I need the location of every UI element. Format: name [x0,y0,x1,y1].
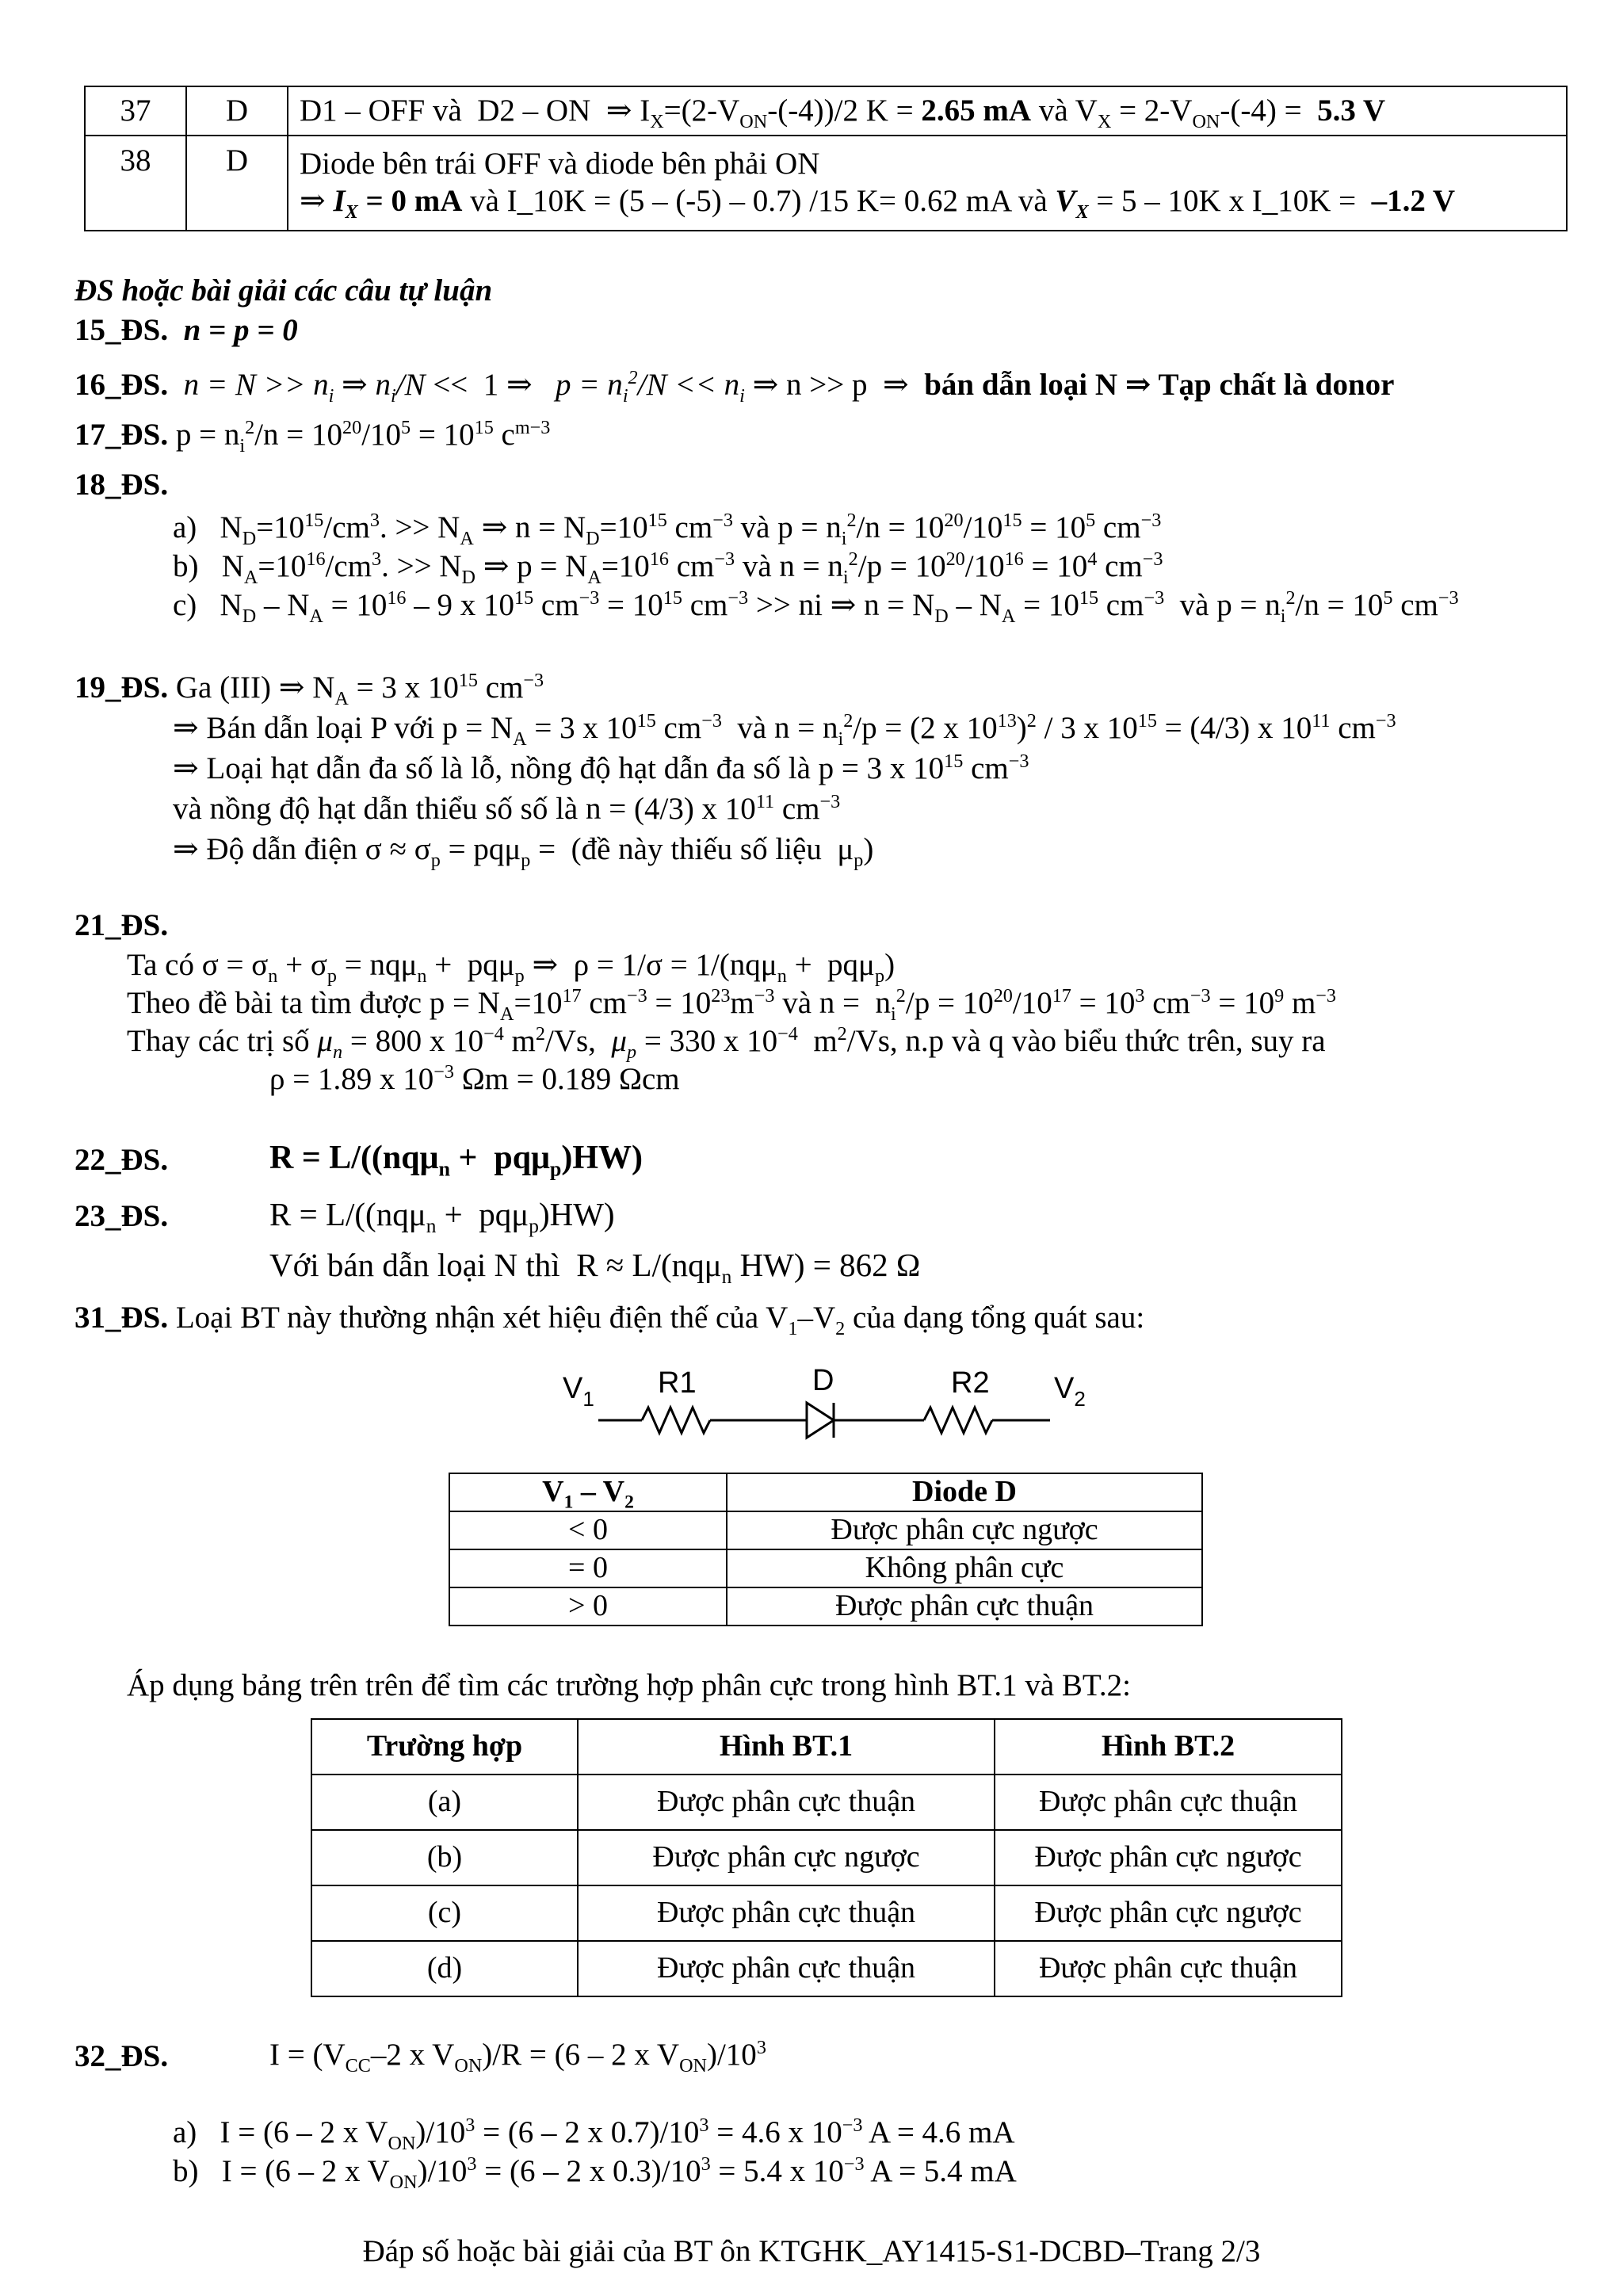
answer-label: 17_ĐS. [74,418,169,452]
table-row [85,136,1567,231]
answer-18 [74,467,168,504]
answer-23-formula: R = L/((nqμ$_n$ + pqμ$_p$)HW) [269,1196,615,1238]
answer-21-line2: Theo đề bài ta tìm được $p = N_A=10^{17}$ $cm^{-3} = 10^{23}m^{-3}$ và $n = n_i^2/p = 10^{20}/10^{17} = 10^3$ $cm^{-3} = 10^9$ $m^{-3}$ [127,985,1337,1025]
answer-label: 31_ĐS. [74,1301,169,1335]
answer-21-line1: Ta có $\sigma = \sigma_n + \sigma_p = nq\mu_n + pq\mu_p$ ⇒ ρ = 1/σ = 1/(nqμ$_n$ + pqμ$_p$) [127,948,896,987]
answer-label: 32_ĐS. [74,2039,169,2073]
diode-table [449,1473,1203,1626]
r1-label: R1 [658,1366,697,1400]
answer-label: 21_ĐS. [74,908,169,942]
table-header-row [311,1719,1342,1775]
resistor-r1-symbol [642,1408,710,1433]
apply-text: Áp dụng bảng trên trên để tìm các trường hợp phân cực trong hình BT.1 và BT.2: [127,1668,1131,1702]
column-header: Hình BT.2 [995,1719,1342,1775]
table-cell: (c) [311,1885,578,1941]
table-cell: Được phân cực thuận [727,1587,1202,1626]
answer-table [84,86,1568,231]
answer-22 [74,1142,168,1179]
answer-32a: a) I = (6 – 2 x $V_{ON})/10^3 = (6 - 2$ x $0.7)/10^3 = 4.6$ x $10^{-3}$ A = 4.6 mA [173,2115,1015,2154]
column-header: $V_1 - V_2$ [449,1473,727,1511]
table-cell: Được phân cực thuận [578,1885,995,1941]
diode-label: D [812,1364,834,1397]
table-cell: < 0 [449,1511,727,1549]
answer-18c: c) $N_D - N_A = 10^{16} - 9$ x $10^{15}$ $cm^{-3} = 10^{15}$ $cm^{-3}$ >> ni ⇒ $n = N_D - N_A = 10^{15}$ $cm^{-3}$ và $p = n_i^2/n = 10^5$ $cm^{-3}$ [173,587,1459,627]
diode-symbol [807,1403,834,1438]
table-row [449,1549,1202,1587]
table-cell: Được phân cực thuận [578,1941,995,1996]
answer-32 [74,2038,168,2076]
answer-19-line4: và nồng độ hạt dẫn thiểu số số là n = (4/3) x $10^{11}$ $cm^{-3}$ [173,791,841,826]
table-row [449,1511,1202,1549]
answer-label: 19_ĐS. [74,670,169,705]
answer-label: 22_ĐS. [74,1143,169,1177]
answer-31-text: Loại BT này thường nhận xét hiệu điện thế của V [175,1301,789,1335]
answer-21 [74,907,168,945]
answer-31: 31_ĐS. Loại BT này thường nhận xét hiệu điện thế của $V_1-V_2$ của dạng tổng quát sau: [74,1301,1145,1339]
table-cell: Được phân cực thuận [578,1775,995,1830]
answer-19: 19_ĐS. Ga (III) ⇒ $N_A = 3$ x $10^{15}$ $cm^{-3}$ [74,670,544,709]
answer-letter: D [186,136,288,231]
table-row [311,1941,1342,1996]
column-header: Diode D [727,1473,1202,1511]
table-cell: (b) [311,1830,578,1885]
table-cell: (a) [311,1775,578,1830]
table-cell: Được phân cực thuận [995,1775,1342,1830]
answer-18a: a) $N_D=10^{15}/cm^3$. >> $N_A$ ⇒ $n = N_D=10^{15}$ $cm^{-3}$ và $p = n_i^2/n = 10^{20}/10^{15} = 10^5$ $cm^{-3}$ [173,510,1162,549]
answer-letter: D [186,86,288,136]
table-row [311,1885,1342,1941]
r2-label: R2 [951,1366,990,1400]
table-cell: (d) [311,1941,578,1996]
question-number: 38 [85,136,186,231]
answer-15: 15_ĐS. n = p = 0 [74,313,298,347]
table-row [449,1587,1202,1626]
column-header: Hình BT.1 [578,1719,995,1775]
answer-21-line4: ρ = 1.89 x $10^{-3}$ Ωm = 0.189 Ωcm [269,1061,680,1096]
answer-label: 18_ĐS. [74,468,169,502]
table-cell: Được phân cực ngược [995,1885,1342,1941]
answer-label: 16_ĐS. [74,368,169,402]
table-row [311,1830,1342,1885]
table-cell: Không phân cực [727,1549,1202,1587]
answer-32b: b) I = (6 – 2 x $V_{ON})/10^3 = (6 - 2$ x $0.3)/10^3 = 5.4$ x $10^{-3}$ A = 5.4 mA [173,2153,1017,2193]
answer-32-formula: $I = (V_{CC}-2$ x $V_{ON})/R = (6 - 2$ x $V_{ON})/10^3$ [269,2037,766,2076]
answer-label: 15_ĐS. [74,313,169,347]
answer-23-result: Với bán dẫn loại N thì R ≈ L/(nqμ$_n$ HW) = 862 Ω [269,1247,921,1289]
circuit-diagram [555,1357,1109,1460]
table-cell: Được phân cực thuận [995,1941,1342,1996]
table-cell: > 0 [449,1587,727,1626]
answer-17: 17_ĐS. $p = n_i^2/n = 10^{20}/10^5 = 10^{15}$ $c^{m-3}$ [74,417,551,457]
table-row [85,86,1567,136]
question-number: 37 [85,86,186,136]
bias-cases-table [311,1718,1342,1997]
answer-19-line2: ⇒ Bán dẫn loại P với $p = N_A = 3$ x $10^{15}$ $cm^{-3}$ và $n = n_i^2/p = (2$ x $10^{13})^2 / 3$ x $10^{15} = (4/3)$ x $10^{11}$ $cm^{-3}$ [173,710,1396,750]
resistor-r2-symbol [924,1408,992,1433]
table-cell: Được phân cực ngược [578,1830,995,1885]
answer-explanation: D1 – OFF và D2 – ON ⇒ $I_X=(2-V_{ON}-(-4))/2$ K = 2.65 mA và $V_X = 2-V_{ON}-(-4) = 5.3$ V [288,86,1567,136]
answer-23 [74,1198,168,1236]
v1-label: $V_1$ [563,1372,594,1411]
answer-22-formula: R = L/((nqμ$_n$ + pqμ$_p$)HW) [269,1140,643,1181]
table-cell: Được phân cực ngược [995,1830,1342,1885]
answer-21-line3: Thay các trị số $\mu_n = 800$ x $10^{-4}$ $m^2/Vs$, $\mu_p = 330$ x $10^{-4}$ $m^2/Vs$, n.p và q vào biểu thức trên, suy ra [127,1023,1326,1063]
table-row [311,1775,1342,1830]
table-cell: Được phân cực ngược [727,1511,1202,1549]
answer-label: 23_ĐS. [74,1199,169,1233]
table-cell: = 0 [449,1549,727,1587]
v2-label: $V_2$ [1054,1372,1086,1411]
page-footer: Đáp số hoặc bài giải của BT ôn KTGHK_AY1415-S1-DCBD–Trang 2/3 [362,2234,1261,2268]
answer-explanation: Diode bên trái OFF và diode bên phải ON ⇒ $I_X = 0$ mA và I_10K = (5 – (-5) – 0.7) /15 K= 0.62 mA và $V_X = 5 - 10K$ x I_10K = –1.2 V [288,136,1567,231]
column-header: Trường hợp [311,1719,578,1775]
answer-16: 16_ĐS. $n = N >> n_i$ ⇒ $n_i/N << 1$ ⇒ $p = n_i^2/N << n_i$ ⇒ n >> p ⇒ bán dẫn loại N ⇒ Tạp chất là donor [74,367,1395,407]
answer-18b: b) $N_A=10^{16}/cm^3$. >> $N_D$ ⇒ $p = N_A=10^{16}$ $cm^{-3}$ và $n = n_i^2/p = 10^{20}/10^{16} = 10^4$ $cm^{-3}$ [173,548,1163,588]
table-header-row [449,1473,1202,1511]
answer-19-line3: ⇒ Loại hạt dẫn đa số là lỗ, nồng độ hạt dẫn đa số là p = 3 x $10^{15}$ $cm^{-3}$ [173,751,1029,785]
section-title: ĐS hoặc bài giải các câu tự luận [74,273,493,308]
answer-19-line5: ⇒ Độ dẫn điện $\sigma \approx \sigma_p = pq\mu_p$ = (đề này thiếu số liệu $\mu_p$) [173,832,874,871]
